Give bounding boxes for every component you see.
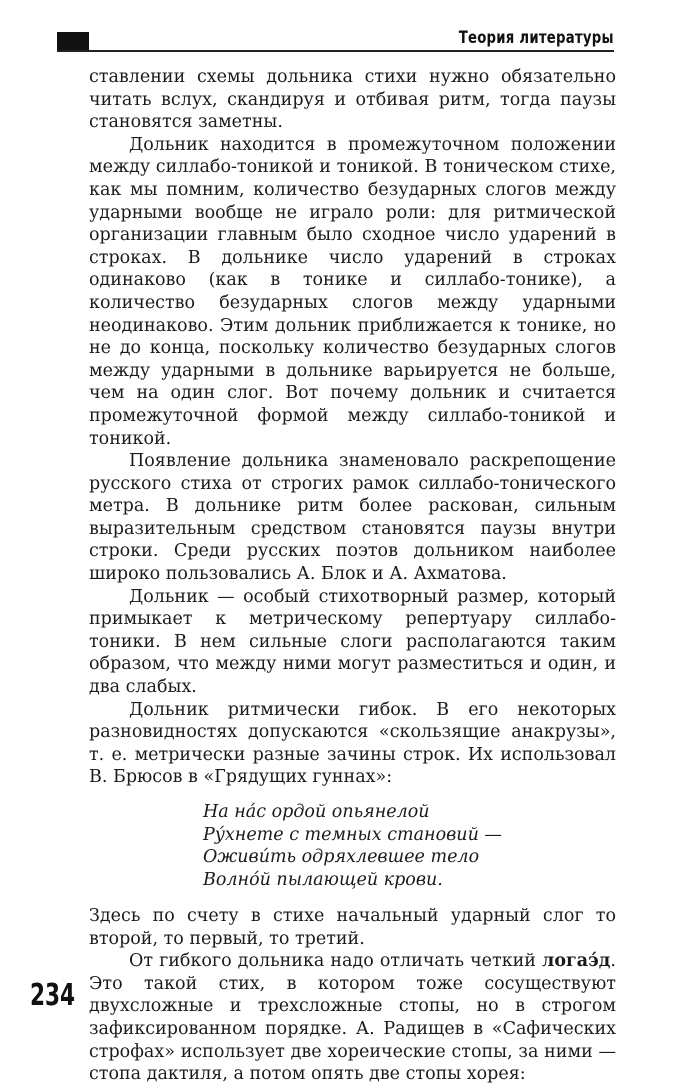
paragraph: Дольник ритмически гибок. В его некоторых разновидностях допускаются «скользящие анакрузы», т. е. метрически разные зачины строк. Их использовал В. Брюсов в «Грядущих гуннах»: xyxy=(89,699,616,788)
paragraph-text: . Это такой стих, в котором тоже сосуществуют двухсложные и трехсложные стопы, но в строгом зафиксированном порядке. А. Радищев в «Сафических строфах» использует две хореические стопы, за ними — стопа дактиля, а потом опять две стопы хорея: xyxy=(89,951,616,1085)
running-title: Теория литературы xyxy=(459,28,614,48)
verse-line: Волно́й пылающей крови. xyxy=(203,869,443,890)
paragraph xyxy=(89,950,616,1086)
page-body xyxy=(89,66,616,1086)
verse-line: Оживи́ть одряхлевшее тело xyxy=(203,847,480,867)
header-rule xyxy=(57,50,614,52)
header-marker xyxy=(57,32,89,52)
paragraph: Дольник находится в промежуточном положении между силлабо-тоникой и тоникой. В тоническом стихе, как мы помним, количество безударных слогов между ударными вообще не играло роли: для ритмической организации главным было сходное число ударений в строках. В дольнике число ударений в строках одинаково (как в тонике и силлабо-тонике), а количество безударных слогов между ударными неодинаково. Этим дольник приближается к тонике, но не до конца, поскольку количество безударных слогов между ударными в дольнике варьируется не больше, чем на один слог. Вот почему дольник и считается промежуточной формой между силлабо-тоникой и тоникой. xyxy=(89,134,616,449)
page-number: 234 xyxy=(30,978,76,1013)
term-logaed: логаэ́д xyxy=(542,951,611,972)
paragraph: ставлении схемы дольника стихи нужно обязательно читать вслух, скандируя и отбивая ритм, тогда паузы становятся заметны. xyxy=(89,67,616,133)
verse-quote xyxy=(203,801,616,891)
paragraph: Появление дольника знаменовало раскрепощение русского стиха от строгих рамок силлабо-тонического метра. В дольнике ритм более раскован, сильным выразительным средством становятся паузы внутри строки. Среди русских поэтов дольником наиболее широко пользовались А. Блок и А. Ахматова. xyxy=(89,451,616,585)
paragraph-text: От гибкого дольника надо отличать четкий xyxy=(129,951,543,972)
paragraph: Дольник — особый стихотворный размер, который примыкает к метрическому репертуару силлабо-тоники. В нем сильные слоги располагаются таким образом, что между ними могут разместиться и один, и два слабых. xyxy=(89,586,616,698)
paragraph: Здесь по счету в стихе начальный ударный слог то второй, то первый, то третий. xyxy=(89,906,616,949)
verse-line: На на́с ордой опьянелой xyxy=(203,802,430,822)
verse-line: Ру́хнете с темных становий — xyxy=(203,824,502,845)
